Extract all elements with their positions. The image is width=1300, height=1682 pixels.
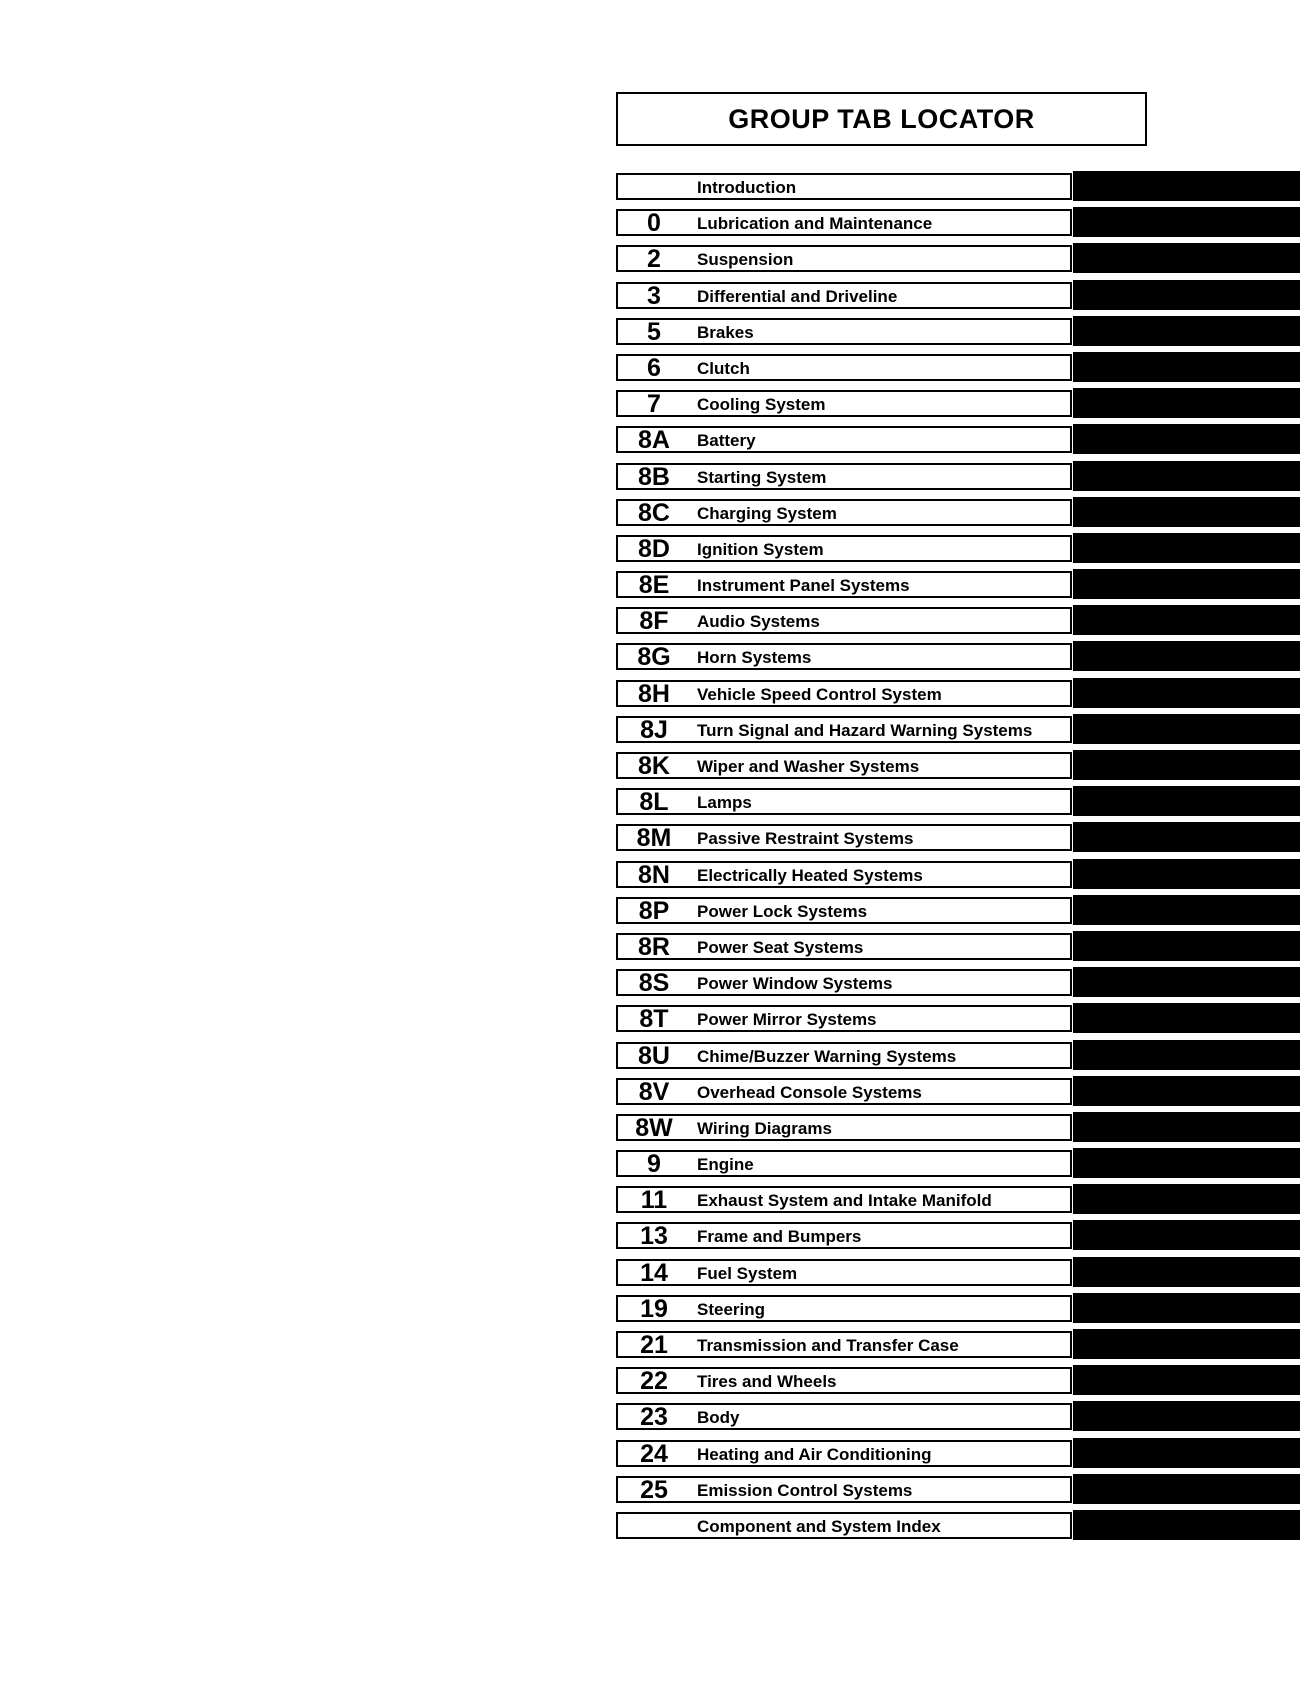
tab-group-number: 5	[647, 317, 661, 346]
tab-box[interactable]	[616, 535, 1072, 562]
tab-label: Differential and Driveline	[697, 286, 898, 306]
tab-box[interactable]	[616, 607, 1072, 634]
tab-label: Suspension	[697, 250, 794, 270]
tab-group-number: 11	[640, 1186, 668, 1215]
tab-edge-marker[interactable]	[1073, 931, 1300, 961]
tab-edge-marker[interactable]	[1073, 280, 1300, 310]
tab-box[interactable]	[616, 1222, 1072, 1249]
tab-box[interactable]	[616, 861, 1072, 888]
tab-edge-marker[interactable]	[1073, 1257, 1300, 1287]
tab-label: Battery	[697, 431, 756, 451]
tab-row[interactable]	[616, 426, 1300, 453]
tab-row[interactable]	[616, 1150, 1300, 1177]
tab-edge-marker[interactable]	[1073, 822, 1300, 852]
tab-box[interactable]	[616, 752, 1072, 779]
tab-label: Fuel System	[697, 1263, 798, 1283]
tab-label: Introduction	[697, 178, 797, 197]
tab-row[interactable]	[616, 861, 1300, 888]
tab-box[interactable]	[616, 1331, 1072, 1358]
tab-edge-marker[interactable]	[1073, 678, 1300, 708]
tab-box[interactable]	[616, 1512, 1072, 1539]
tab-edge-marker[interactable]	[1073, 750, 1300, 780]
tab-label: Audio Systems	[697, 612, 820, 632]
tab-group-number: 8C	[638, 498, 670, 527]
tab-row[interactable]	[616, 354, 1300, 381]
tab-group-number: 8L	[639, 788, 669, 817]
tab-box[interactable]	[616, 245, 1072, 272]
tab-box[interactable]	[616, 426, 1072, 453]
tab-box[interactable]	[616, 463, 1072, 490]
tab-row[interactable]	[616, 1259, 1300, 1286]
tab-group-number: 8A	[638, 426, 670, 455]
page-title: GROUP TAB LOCATOR	[728, 103, 1035, 134]
tab-label: Ignition System	[697, 539, 824, 559]
tab-group-number: 22	[640, 1367, 668, 1396]
tab-group-number: 24	[640, 1439, 668, 1468]
tab-row[interactable]	[616, 1005, 1300, 1032]
tab-group-number: 8W	[635, 1113, 673, 1142]
tab-row[interactable]	[616, 716, 1300, 743]
tab-label: Wiring Diagrams	[697, 1118, 832, 1138]
tab-label: Chime/Buzzer Warning Systems	[697, 1046, 957, 1066]
tab-row[interactable]	[616, 1222, 1300, 1249]
tab-row[interactable]	[616, 1440, 1300, 1467]
tab-label: Emission Control Systems	[697, 1480, 913, 1500]
tab-box[interactable]	[616, 499, 1072, 526]
tab-row[interactable]	[616, 933, 1300, 960]
tab-row[interactable]	[616, 824, 1300, 851]
tab-row[interactable]	[616, 209, 1300, 236]
tab-box[interactable]	[616, 1078, 1072, 1105]
tab-box[interactable]	[616, 788, 1072, 815]
tab-label: Transmission and Transfer Case	[697, 1336, 959, 1355]
tab-row[interactable]	[616, 173, 1300, 200]
tab-edge-marker[interactable]	[1073, 1112, 1300, 1142]
tab-edge-marker[interactable]	[1073, 424, 1300, 454]
tab-box[interactable]	[616, 1186, 1072, 1213]
tab-label: Cooling System	[697, 395, 826, 415]
tab-group-number: 21	[640, 1331, 668, 1359]
tab-label: Body	[697, 1408, 740, 1428]
tab-box[interactable]	[616, 1005, 1072, 1032]
tab-row[interactable]	[616, 969, 1300, 996]
tab-row[interactable]	[616, 245, 1300, 272]
tab-row[interactable]	[616, 463, 1300, 490]
tab-edge-marker[interactable]	[1073, 207, 1300, 237]
tab-edge-marker[interactable]	[1073, 967, 1300, 997]
title-box	[616, 92, 1147, 146]
tab-edge-marker[interactable]	[1073, 605, 1300, 635]
tab-group-number: 7	[647, 390, 661, 419]
tab-label: Heating and Air Conditioning	[697, 1444, 932, 1464]
tab-edge-marker[interactable]	[1073, 1510, 1300, 1540]
tab-box[interactable]	[616, 1403, 1072, 1430]
tab-edge-marker[interactable]	[1073, 388, 1300, 418]
tab-group-number: 8D	[638, 534, 670, 563]
tab-row[interactable]	[616, 1403, 1300, 1430]
tab-edge-marker[interactable]	[1073, 1148, 1300, 1178]
tab-label: Exhaust System and Intake Manifold	[697, 1191, 992, 1211]
tab-row[interactable]	[616, 1042, 1300, 1069]
tab-box[interactable]	[616, 933, 1072, 960]
tab-group-number: 19	[640, 1294, 668, 1323]
tab-edge-marker[interactable]	[1073, 1293, 1300, 1323]
tab-row[interactable]	[616, 643, 1300, 670]
tab-row[interactable]	[616, 499, 1300, 526]
tab-group-number: 13	[640, 1222, 668, 1251]
tab-edge-marker[interactable]	[1073, 714, 1300, 744]
group-tab-list	[616, 173, 1300, 1548]
tab-box[interactable]	[616, 1259, 1072, 1286]
tab-label: Power Seat Systems	[697, 937, 864, 957]
tab-edge-marker[interactable]	[1073, 641, 1300, 671]
tab-edge-marker[interactable]	[1073, 533, 1300, 563]
tab-label: Power Window Systems	[697, 974, 893, 994]
tab-edge-marker[interactable]	[1073, 461, 1300, 491]
tab-label: Component and System Index	[697, 1516, 941, 1536]
tab-group-number: 8J	[640, 715, 668, 744]
tab-label: Brakes	[697, 322, 754, 342]
tab-edge-marker[interactable]	[1073, 316, 1300, 346]
tab-edge-marker[interactable]	[1073, 1329, 1300, 1359]
tab-box[interactable]	[616, 1150, 1072, 1177]
tab-group-number: 8N	[638, 860, 670, 889]
tab-group-number: 8R	[638, 932, 670, 961]
tab-box[interactable]	[616, 1476, 1072, 1503]
tab-row[interactable]	[616, 1295, 1300, 1322]
tab-group-number: 0	[647, 209, 661, 238]
tab-group-number: 8V	[638, 1077, 670, 1106]
tab-box[interactable]	[616, 209, 1072, 236]
tab-label: Steering	[697, 1299, 766, 1319]
tab-group-number: 8G	[637, 643, 671, 672]
tab-group-number: 9	[647, 1150, 661, 1179]
tab-box[interactable]	[616, 1367, 1072, 1394]
tab-group-number: 25	[640, 1475, 668, 1504]
tab-edge-marker[interactable]	[1073, 1220, 1300, 1250]
tab-edge-marker[interactable]	[1073, 1474, 1300, 1504]
tab-box[interactable]	[616, 318, 1072, 345]
tab-edge-marker[interactable]	[1073, 171, 1300, 201]
tab-group-number: 8P	[638, 896, 670, 925]
tab-edge-marker[interactable]	[1073, 1040, 1300, 1070]
tab-box[interactable]	[616, 390, 1072, 417]
tab-edge-marker[interactable]	[1073, 1076, 1300, 1106]
tab-label: Passive Restraint Systems	[697, 829, 914, 849]
tab-label: Wiper and Washer Systems	[697, 757, 920, 776]
tab-box[interactable]	[616, 897, 1072, 924]
tab-group-number: 8B	[638, 462, 670, 491]
tab-box[interactable]	[616, 173, 1072, 200]
tab-group-number: 23	[640, 1403, 668, 1432]
tab-row[interactable]	[616, 1367, 1300, 1394]
tab-label: Charging System	[697, 503, 837, 523]
tab-group-number: 8K	[638, 752, 670, 780]
tab-label: Lubrication and Maintenance	[697, 214, 933, 234]
tab-group-number: 2	[647, 245, 661, 274]
tab-row[interactable]	[616, 788, 1300, 815]
tab-box[interactable]	[616, 716, 1072, 743]
tab-box[interactable]	[616, 282, 1072, 309]
tab-label: Vehicle Speed Control System	[697, 684, 942, 704]
tab-box[interactable]	[616, 824, 1072, 851]
tab-edge-marker[interactable]	[1073, 895, 1300, 925]
tab-box[interactable]	[616, 354, 1072, 381]
tab-row[interactable]	[616, 1331, 1300, 1358]
tab-row[interactable]	[616, 571, 1300, 598]
tab-row[interactable]	[616, 282, 1300, 309]
tab-row[interactable]	[616, 607, 1300, 634]
tab-group-number: 14	[640, 1258, 668, 1287]
tab-edge-marker[interactable]	[1073, 497, 1300, 527]
tab-row[interactable]	[616, 1078, 1300, 1105]
tab-row[interactable]	[616, 1186, 1300, 1213]
tab-box[interactable]	[616, 680, 1072, 707]
tab-edge-marker[interactable]	[1073, 786, 1300, 816]
tab-label: Horn Systems	[697, 648, 812, 668]
tab-row[interactable]	[616, 680, 1300, 707]
tab-box[interactable]	[616, 1440, 1072, 1467]
tab-group-number: 6	[647, 353, 661, 382]
tab-edge-marker[interactable]	[1073, 243, 1300, 273]
tab-row[interactable]	[616, 752, 1300, 779]
tab-group-number: 8T	[639, 1005, 669, 1034]
tab-group-number: 3	[647, 281, 661, 310]
tab-edge-marker[interactable]	[1073, 1365, 1300, 1395]
tab-label: Power Mirror Systems	[697, 1010, 877, 1030]
tab-group-number: 8F	[639, 607, 669, 636]
tab-row[interactable]	[616, 897, 1300, 924]
tab-label: Instrument Panel Systems	[697, 576, 910, 596]
tab-row[interactable]	[616, 390, 1300, 417]
tab-label: Turn Signal and Hazard Warning Systems	[697, 720, 1033, 740]
tab-row[interactable]	[616, 535, 1300, 562]
tab-edge-marker[interactable]	[1073, 1438, 1300, 1468]
tab-group-number: 8M	[636, 824, 672, 853]
tab-label: Clutch	[697, 358, 750, 378]
tab-row[interactable]	[616, 1512, 1300, 1539]
tab-row[interactable]	[616, 1114, 1300, 1141]
tab-box[interactable]	[616, 1295, 1072, 1322]
tab-box[interactable]	[616, 1042, 1072, 1069]
tab-group-number: 8U	[638, 1041, 670, 1070]
tab-row[interactable]	[616, 318, 1300, 345]
tab-group-number: 8H	[638, 679, 670, 708]
tab-box[interactable]	[616, 1114, 1072, 1141]
tab-label: Lamps	[697, 793, 752, 813]
tab-label: Frame and Bumpers	[697, 1227, 862, 1247]
tab-label: Starting System	[697, 467, 827, 487]
tab-group-number: 8S	[638, 969, 670, 998]
tab-edge-marker[interactable]	[1073, 569, 1300, 599]
tab-label: Tires and Wheels	[697, 1372, 837, 1392]
tab-box[interactable]	[616, 969, 1072, 996]
tab-edge-marker[interactable]	[1073, 1401, 1300, 1431]
tab-edge-marker[interactable]	[1073, 1184, 1300, 1214]
tab-label: Electrically Heated Systems	[697, 865, 923, 885]
tab-box[interactable]	[616, 571, 1072, 598]
tab-label: Power Lock Systems	[697, 901, 868, 921]
tab-row[interactable]	[616, 1476, 1300, 1503]
tab-label: Engine	[697, 1155, 754, 1175]
tab-group-number: 8E	[638, 571, 670, 600]
tab-label: Overhead Console Systems	[697, 1082, 922, 1102]
tab-edge-marker[interactable]	[1073, 1003, 1300, 1033]
tab-edge-marker[interactable]	[1073, 352, 1300, 382]
tab-box[interactable]	[616, 643, 1072, 670]
tab-edge-marker[interactable]	[1073, 859, 1300, 889]
